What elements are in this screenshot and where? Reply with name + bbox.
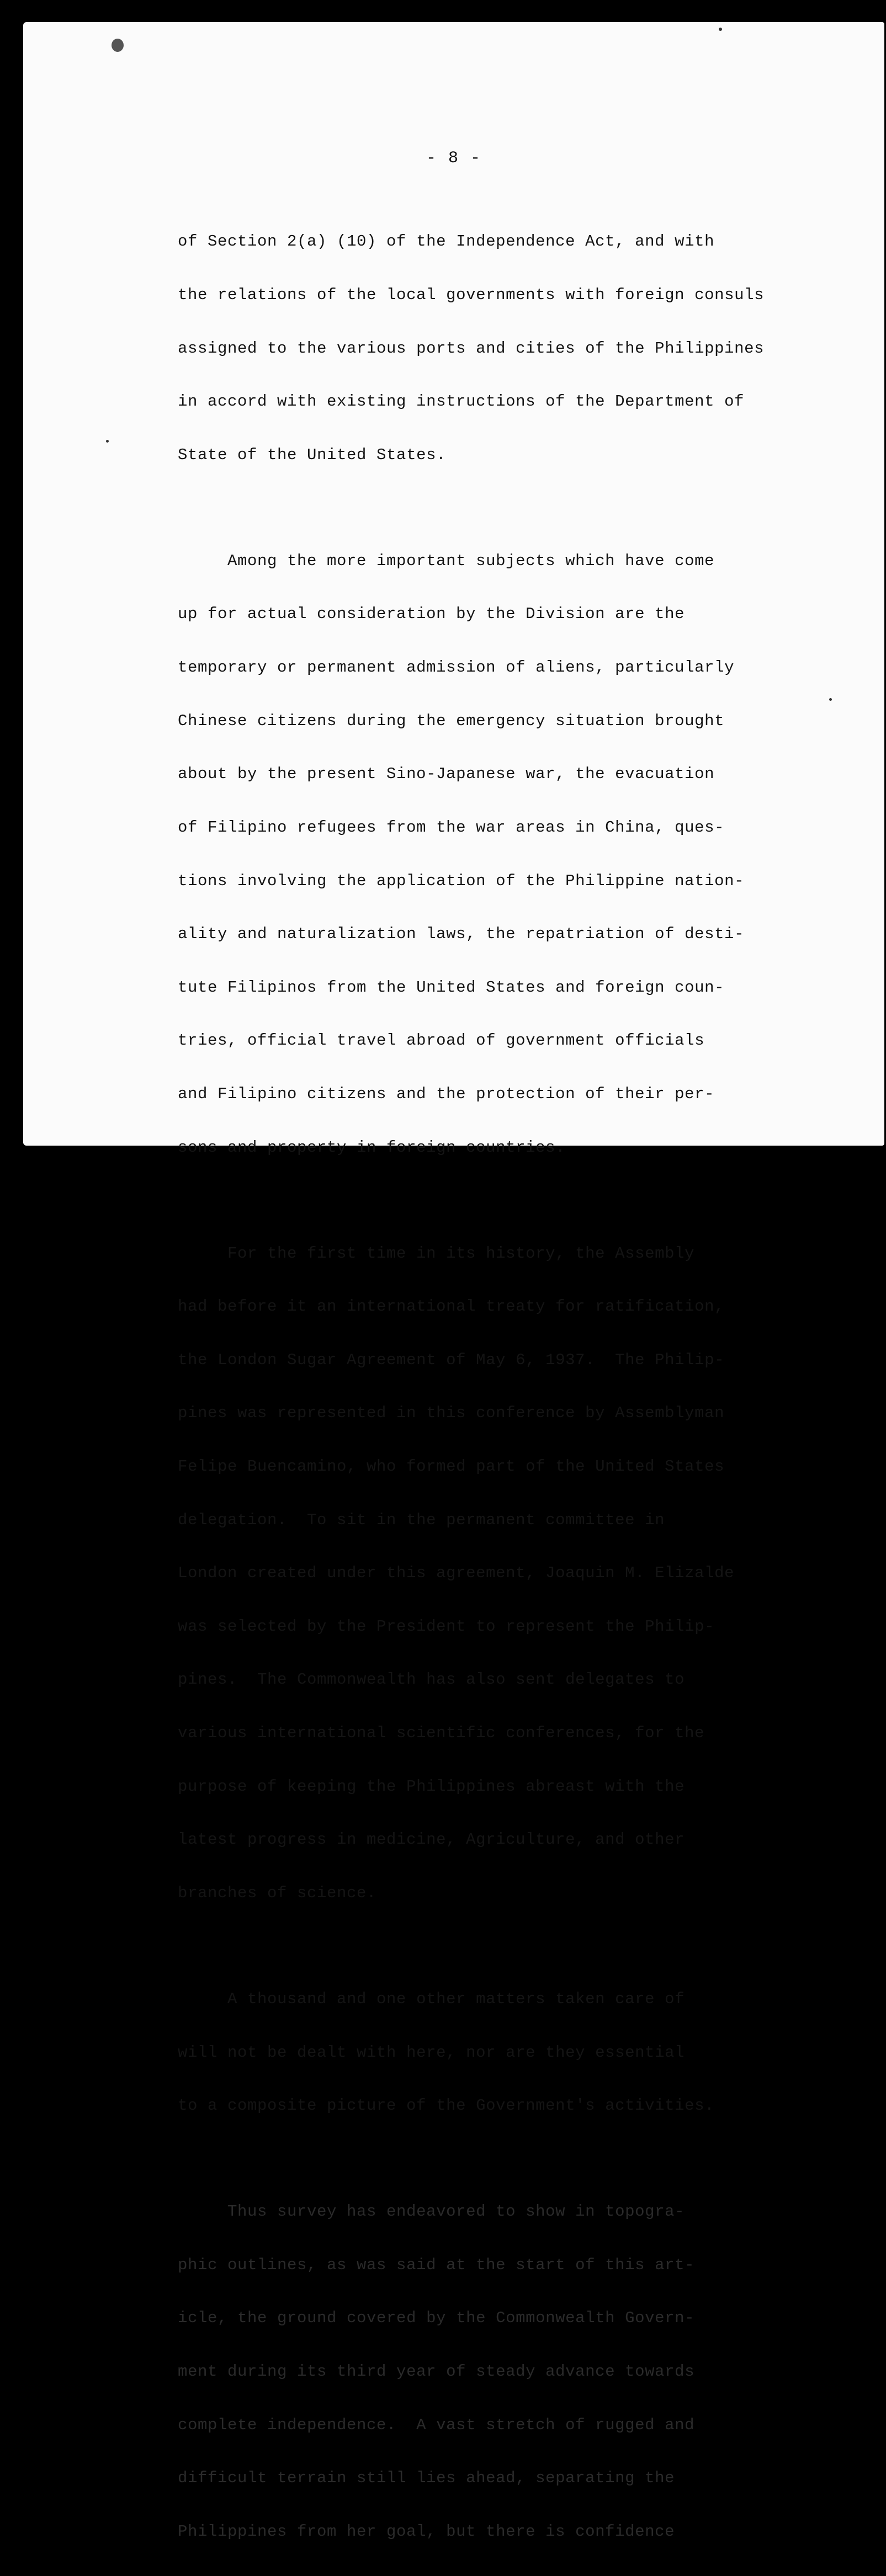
text-line: tries, official travel abroad of government officials bbox=[178, 1031, 705, 1050]
text-line: tute Filipinos from the United States and foreign coun- bbox=[178, 978, 725, 997]
paragraph-4 bbox=[178, 1955, 829, 2151]
text-line: the relations of the local governments with foreign consuls bbox=[178, 286, 765, 305]
text-line: Philippines from her goal, but there is confidence bbox=[178, 2522, 675, 2541]
text-line: will not be dealt with here, nor are they essential bbox=[178, 2043, 685, 2062]
paragraph-5 bbox=[178, 2168, 829, 2576]
text-line: up for actual consideration by the Division are the bbox=[178, 605, 685, 624]
text-line: purpose of keeping the Philippines abreast with the bbox=[178, 1777, 685, 1796]
text-line: tions involving the application of the Philippine nation- bbox=[178, 871, 745, 890]
text-line: was selected by the President to represent the Philip- bbox=[178, 1617, 715, 1636]
text-line: pines. The Commonwealth has also sent delegates to bbox=[178, 1670, 685, 1689]
text-line: Felipe Buencamino, who formed part of the United States bbox=[178, 1457, 725, 1476]
text-line: latest progress in medicine, Agriculture, and other bbox=[178, 1830, 685, 1849]
text-line: sons and property in foreign countries. bbox=[178, 1138, 566, 1157]
text-line: of Filipino refugees from the war areas in China, ques- bbox=[178, 818, 725, 837]
text-line: branches of science. bbox=[178, 1883, 377, 1902]
text-line: and Filipino citizens and the protection of their per- bbox=[178, 1084, 715, 1103]
text-line: had before it an international treaty for ratification, bbox=[178, 1297, 725, 1316]
scan-speck bbox=[112, 39, 124, 52]
text-line: temporary or permanent admission of aliens, particularly bbox=[178, 658, 735, 677]
text-line: delegation. To sit in the permanent committee in bbox=[178, 1510, 665, 1529]
text-line: of Section 2(a) (10) of the Independence Act, and with bbox=[178, 232, 715, 251]
text-line: the London Sugar Agreement of May 6, 1937. The Philip- bbox=[178, 1350, 725, 1369]
text-line: ment during its third year of steady advance towards bbox=[178, 2362, 695, 2381]
text-line: ality and naturalization laws, the repatriation of desti- bbox=[178, 925, 745, 944]
text-line: about by the present Sino-Japanese war, the evacuation bbox=[178, 765, 715, 784]
text-line: pines was represented in this conference by Assemblyman bbox=[178, 1404, 725, 1423]
text-line: Thus survey has endeavored to show in topogra- bbox=[178, 2202, 685, 2221]
scan-speck bbox=[719, 28, 722, 31]
body-text bbox=[178, 198, 829, 2576]
text-line: Among the more important subjects which have come bbox=[178, 551, 715, 570]
text-line: to a composite picture of the Government's activities. bbox=[178, 2096, 715, 2115]
text-line: phic outlines, as was said at the start of this art- bbox=[178, 2255, 695, 2274]
text-line: various international scientific conferences, for the bbox=[178, 1724, 705, 1743]
text-line: For the first time in its history, the Assembly bbox=[178, 1244, 695, 1263]
text-line: assigned to the various ports and cities of the Philippines bbox=[178, 339, 765, 358]
text-line: State of the United States. bbox=[178, 445, 447, 464]
text-line: complete independence. A vast stretch of rugged and bbox=[178, 2415, 695, 2434]
paragraph-2 bbox=[178, 517, 829, 1192]
scan-speck bbox=[106, 440, 109, 443]
text-line: in accord with existing instructions of the Department of bbox=[178, 392, 745, 411]
scan-speck bbox=[829, 698, 832, 701]
text-line: icle, the ground covered by the Commonwealth Govern- bbox=[178, 2309, 695, 2328]
document-page bbox=[23, 22, 884, 2541]
paragraph-1 bbox=[178, 198, 829, 499]
text-line: Chinese citizens during the emergency situation brought bbox=[178, 711, 725, 730]
text-line: difficult terrain still lies ahead, separating the bbox=[178, 2469, 675, 2488]
text-line: A thousand and one other matters taken care of bbox=[178, 1989, 685, 2008]
text-line: London created under this agreement, Joaquin M. Elizalde bbox=[178, 1564, 735, 1583]
page-number: - 8 - bbox=[426, 149, 481, 168]
paragraph-3 bbox=[178, 1209, 829, 1938]
